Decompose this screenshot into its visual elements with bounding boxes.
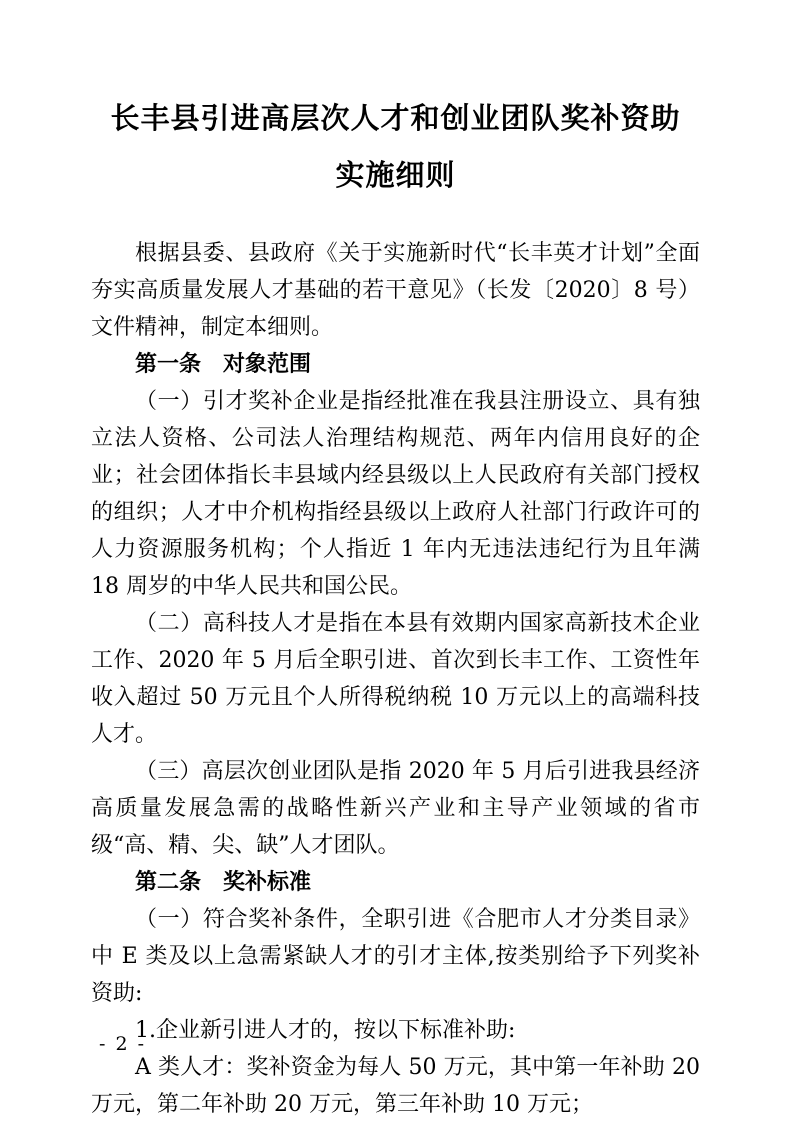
section-heading-article-2: 第二条 奖补标准	[135, 870, 312, 895]
document-content	[91, 0, 700, 1123]
paragraph-article-1-item-2: （二）高科技人才是指在本县有效期内国家高新技术企业工作、2020 年 5 月后全职引进、首次到长丰工作、工资性年收入超过 50 万元且个人所得税纳税 10 万元以上的高端科技人才。	[91, 611, 700, 747]
paragraph-article-1-item-1: （一）引才奖补企业是指经批准在我县注册设立、具有独立法人资格、公司法人治理结构规范、两年内信用良好的企业；社会团体指长丰县域内经县级以上人民政府有关部门授权的组织；人才中介机构指经县级以上政府人社部门行政许可的人力资源服务机构；个人指近 1 年内无违法违纪行为且年满 18 周岁的中华人民共和国公民。	[91, 389, 700, 599]
paragraph-article-1-item-3: （三）高层次创业团队是指 2020 年 5 月后引进我县经济高质量发展急需的战略性新兴产业和主导产业领域的省市级“高、精、尖、缺”人才团队。	[91, 759, 700, 858]
paragraph-intro: 根据县委、县政府《关于实施新时代“长丰英才计划”全面夯实高质量发展人才基础的若干意见》（长发〔2020〕8 号）文件精神，制定本细则。	[91, 241, 700, 340]
document-title-line-2: 实施细则	[335, 158, 456, 192]
document-body	[91, 235, 700, 1123]
paragraph-article-2-sub-1: 1.企业新引进人才的，按以下标准补助:	[135, 1018, 516, 1043]
document-title-line-1: 长丰县引进高层次人才和创业团队奖补资助	[110, 101, 681, 135]
page-number: - 2 -	[99, 1033, 147, 1055]
document-title	[91, 90, 700, 204]
section-heading-article-1: 第一条 对象范围	[135, 352, 312, 377]
paragraph-article-2-item-1: （一）符合奖补条件，全职引进《合肥市人才分类目录》中 E 类及以上急需紧缺人才的引才主体,按类别给予下列奖补资助:	[91, 907, 700, 1006]
paragraph-class-a-talent: A 类人才：奖补资金为每人 50 万元，其中第一年补助 20 万元，第二年补助 20 万元，第三年补助 10 万元；	[91, 1055, 700, 1117]
